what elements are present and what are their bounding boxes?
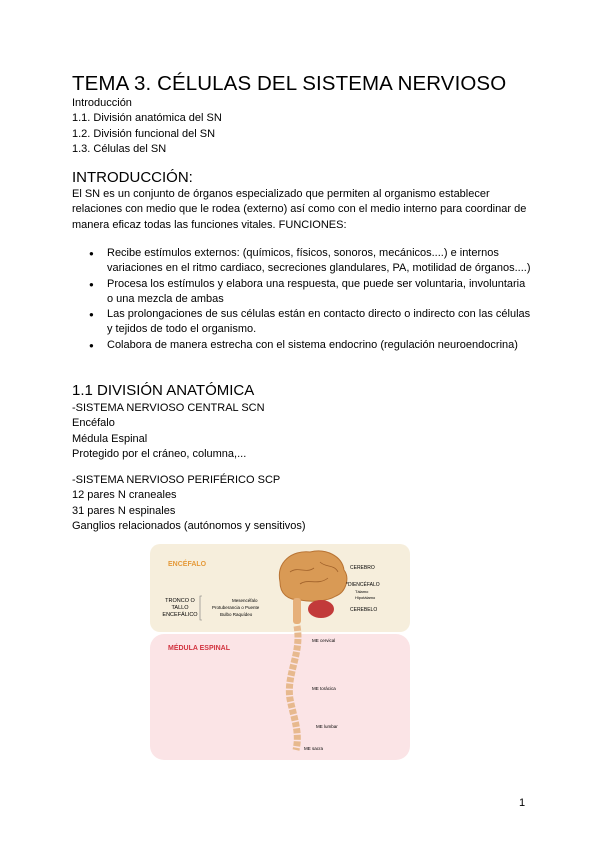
- diencefalo-part: Tálamo: [355, 589, 369, 594]
- scp-line: Ganglios relacionados (autónomos y sensitivos): [72, 519, 306, 532]
- intro-heading: INTRODUCCIÓN:: [72, 169, 193, 186]
- brain-illustration: [279, 551, 346, 601]
- encefalo-label: ENCÉFALO: [168, 561, 207, 568]
- scp-block: [72, 473, 306, 534]
- intro-paragraph: El SN es un conjunto de órganos especializado que permiten al organismo establecer relaciones con medio que le rodea (externo) así como con el medio interno para coordinar de manera eficaz todas las funciones vitales. FUNCIONES:: [72, 188, 527, 231]
- tronco-part: Bulbo Raquídeo: [220, 612, 253, 617]
- toc-item: 1.3. Células del SN: [72, 142, 167, 155]
- scn-line: Encéfalo: [72, 417, 115, 430]
- scn-line: Protegido por el cráneo, columna,...: [72, 447, 247, 460]
- tronco-label-line: TRONCO O: [165, 598, 195, 604]
- cerebellum-illustration: [308, 600, 334, 618]
- anatomica-heading: 1.1 DIVISIÓN ANATÓMICA: [72, 382, 255, 399]
- list-item: ● Procesa los estímulos y elabora una respuesta, que puede ser voluntaria, involuntaria o una mezcla de ambas: [72, 277, 532, 308]
- tronco-part: Protuberancia o Puente: [212, 605, 260, 610]
- functions-list: [72, 246, 532, 353]
- cerebro-label: CEREBRO: [350, 565, 375, 571]
- toc-item: 1.2. División funcional del SN: [72, 127, 216, 140]
- tronco-label-line: TALLO: [171, 605, 189, 611]
- medula-label: MÉDULA ESPINAL: [168, 645, 230, 652]
- medula-panel: [150, 634, 410, 760]
- encefalo-panel: [150, 544, 410, 632]
- medula-region-label: ME torácica: [312, 686, 336, 691]
- toc-item: Introducción: [72, 97, 132, 109]
- list-item: ● Colabora de manera estrecha con el sistema endocrino (regulación neuroendocrina): [72, 338, 532, 353]
- scn-line: -SISTEMA NERVIOSO CENTRAL SCN: [72, 402, 265, 414]
- medula-region-label: ME lumbar: [316, 724, 338, 729]
- scp-line: -SISTEMA NERVIOSO PERIFÉRICO SCP: [72, 474, 281, 486]
- scp-line: 31 pares N espinales: [72, 504, 176, 517]
- table-of-contents: [72, 96, 222, 157]
- list-item: ● Recibe estímulos externos: (químicos, físicos, sonoros, mecánicos....) e internos variaciones en el ritmo cardiaco, secreciones glandulares, PA, motilidad de órganos....): [72, 246, 532, 277]
- medula-region-label: ME cervical: [312, 638, 336, 643]
- brainstem-illustration: [293, 598, 301, 624]
- page-title: TEMA 3. CÉLULAS DEL SISTEMA NERVIOSO: [72, 72, 507, 95]
- scn-line: Médula Espinal: [72, 432, 148, 445]
- cerebelo-label: CEREBELO: [350, 607, 378, 613]
- tronco-part: Mesencéfalo: [232, 598, 258, 603]
- scn-block: [72, 401, 265, 462]
- page-number: 1: [519, 797, 526, 809]
- scp-line: 12 pares N craneales: [72, 489, 177, 502]
- diencefalo-part: Hipotálamo: [355, 595, 376, 600]
- medula-region-label: ME sacra: [304, 746, 324, 751]
- list-item: ● Las prolongaciones de sus células están en contacto directo o indirecto con las células y tejidos de todo el organismo.: [72, 307, 532, 338]
- nervous-system-figure: [150, 544, 410, 760]
- diencefalo-label: *DIENCÉFALO: [346, 582, 380, 588]
- tronco-label-line: ENCEFÁLICO: [162, 612, 198, 618]
- toc-item: 1.1. División anatómica del SN: [72, 112, 222, 125]
